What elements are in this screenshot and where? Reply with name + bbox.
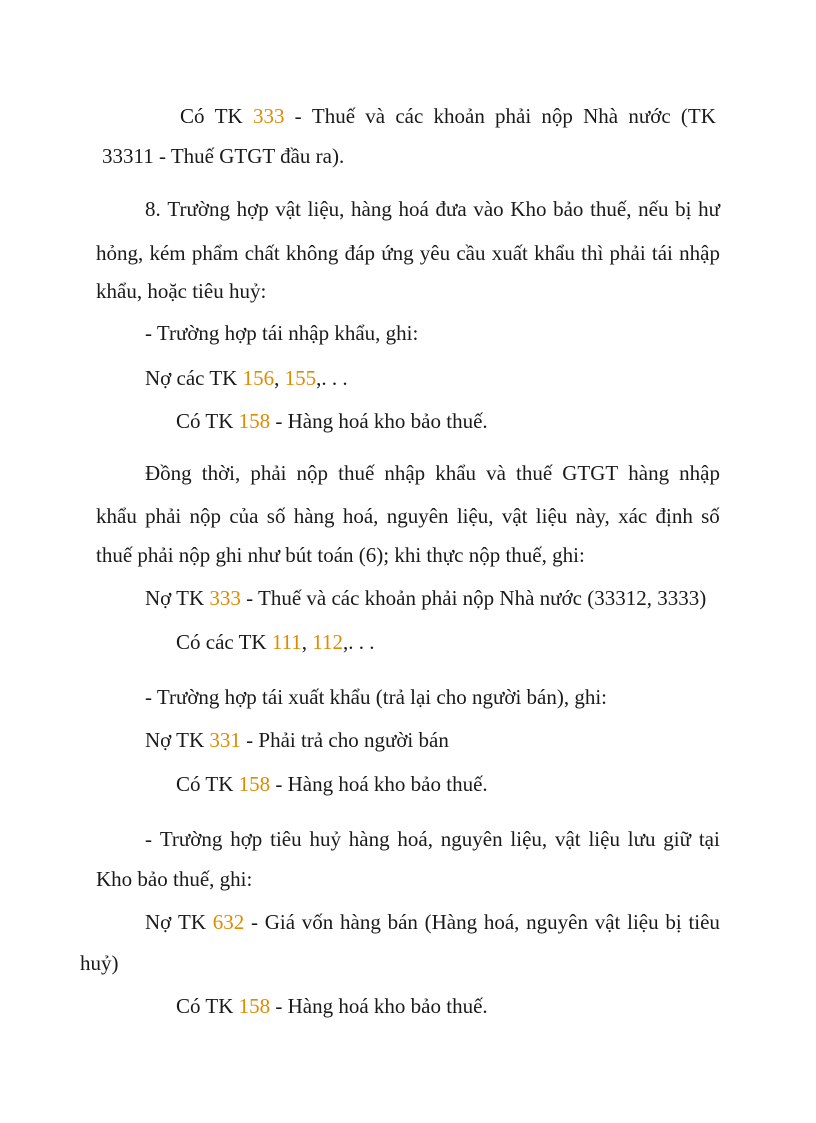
word: ứng [381,241,414,265]
word: khoản [433,104,485,128]
word: 8. [145,197,161,221]
word: hoá, [397,827,433,851]
word: bị [665,910,682,934]
word: liệu, [307,197,345,221]
word: TK [214,104,243,128]
text-segment: - Trường hợp tái nhập khẩu, ghi: [145,321,419,345]
text-segment: - Hàng hoá kho bảo thuế. [270,994,488,1018]
word: huỷ [309,827,341,851]
word: hàng [340,910,381,934]
word: bán [387,910,418,934]
word: liệu [535,504,568,528]
word: hư [698,197,720,221]
text-line [96,240,720,266]
word: của [229,504,259,528]
word: định [655,504,693,528]
word: nhập [679,241,720,265]
word: hoá [398,197,429,221]
word: (Hàng [424,910,478,934]
word: lưu [627,827,656,851]
text-segment: Kho bảo thuế, ghi: [96,867,253,891]
word: hàng [293,504,335,528]
word: nguyên [386,504,449,528]
word: và [486,461,506,485]
word: vào [473,197,504,221]
text-line [145,585,706,611]
text-segment: Nợ các TK [145,366,243,390]
word: không [285,241,339,265]
text-segment: huỷ) [80,951,119,975]
word: đưa [435,197,467,221]
text-line [145,684,607,710]
word: kém [149,241,186,265]
word: GTGT [562,461,619,485]
account-number: 333 [252,104,285,128]
word: thời, [201,461,241,485]
word: thì [581,241,604,265]
text-segment: , [274,366,285,390]
text-line [145,196,720,222]
word: tái [651,241,673,265]
word: khẩu [435,461,477,485]
word: hợp [230,827,263,851]
word: nộp [189,504,222,528]
text-line [145,460,720,486]
word: yêu [419,241,451,265]
word: khẩu [96,504,137,528]
word: tiêu [688,910,720,934]
account-number: 333 [209,586,241,610]
account-number: 158 [238,772,271,796]
word: vốn [301,910,334,934]
account-number: 632 [212,910,245,934]
word: Trường [167,197,230,221]
text-line [102,143,344,169]
text-line [145,909,720,935]
word: vật [275,197,302,221]
word: nguyên [526,910,588,934]
word: nộp [296,461,329,485]
word: xác [618,504,648,528]
word: Thuế [311,104,356,128]
text-segment: Có TK [176,772,239,796]
word: nộp [541,104,573,128]
account-number: 156 [242,366,275,390]
text-segment: - Trường hợp tái xuất khẩu (trả lại cho người bán), ghi: [145,685,608,709]
word: nhập [384,461,426,485]
word: nguyên [440,827,503,851]
word: hoá, [483,910,520,934]
word: hỏng, [96,241,144,265]
text-segment: - Phải trả cho người bán [240,728,449,752]
word: liệu [588,827,620,851]
word: phải [145,504,182,528]
word: nếu [638,197,669,221]
word: vật [554,827,581,851]
word: giữ [663,827,692,851]
word: TK [178,910,207,934]
text-line [176,629,375,655]
text-line [180,103,716,129]
word: - [250,910,258,934]
word: thuế, [590,197,632,221]
word: bảo [553,197,584,221]
account-number: 155 [284,366,317,390]
text-segment: 33311 - Thuế GTGT đầu ra). [102,144,345,168]
word: Nợ [145,910,172,934]
text-line [96,503,720,529]
text-line [96,866,252,892]
word: nước [628,104,671,128]
text-segment: - Hàng hoá kho bảo thuế. [270,409,488,433]
text-segment: Nợ TK [145,728,210,752]
word: hàng [628,461,670,485]
text-line [176,771,488,797]
word: (TK [680,104,716,128]
text-segment: ,. . . [316,366,348,390]
text-line [176,993,488,1019]
word: Trường [159,827,223,851]
word: hàng [348,827,390,851]
word: số [266,504,286,528]
word: phải [609,241,646,265]
text-line [145,727,449,753]
word: vật [501,504,528,528]
word: cầu [456,241,486,265]
word: xuất [491,241,528,265]
word: chất [244,241,280,265]
word: vật [594,910,621,934]
word: - [294,104,302,128]
word: liệu [627,910,659,934]
text-line [145,320,418,346]
word: liệu, [510,827,548,851]
word: Có [180,104,205,128]
word: phẩm [191,241,239,265]
text-line [145,365,348,391]
text-segment: Nợ TK [145,586,210,610]
word: nhập [679,461,720,485]
word: liệu, [456,504,494,528]
text-segment: - Hàng hoá kho bảo thuế. [270,772,488,796]
account-number: 111 [271,630,302,654]
word: bị [675,197,692,221]
word: và [365,104,386,128]
text-line [96,542,585,568]
word: tại [698,827,720,851]
account-number: 112 [312,630,344,654]
word: này, [575,504,610,528]
account-number: 158 [238,409,271,433]
text-line [80,950,119,976]
text-segment: , [301,630,313,654]
text-segment: thuế phải nộp ghi như bút toán (6); khi thực nộp thuế, ghi: [96,543,585,567]
word: tiêu [270,827,302,851]
word: Nhà [583,104,619,128]
word: thuế [338,461,375,485]
text-line [176,408,488,434]
word: số [701,504,720,528]
text-segment: Có các TK [176,630,272,654]
text-segment: khẩu, hoặc tiêu huỷ: [96,279,267,303]
word: khẩu [534,241,575,265]
word: phải [250,461,287,485]
account-number: 158 [238,994,271,1018]
text-line [145,826,720,852]
word: hợp [236,197,269,221]
text-segment: ,. . . [343,630,375,654]
word: Giá [264,910,296,934]
text-segment: - Thuế và các khoản phải nộp Nhà nước (33312, 3333) [240,586,707,610]
word: đáp [344,241,375,265]
word: phải [495,104,532,128]
word: Đồng [145,461,192,485]
word: thuế [516,461,553,485]
word: - [145,827,152,851]
text-segment: Có TK [176,994,239,1018]
text-line [96,278,266,304]
word: Kho [510,197,547,221]
text-segment: Có TK [176,409,239,433]
word: hoá, [342,504,379,528]
account-number: 331 [209,728,241,752]
word: hàng [351,197,392,221]
word: các [395,104,424,128]
